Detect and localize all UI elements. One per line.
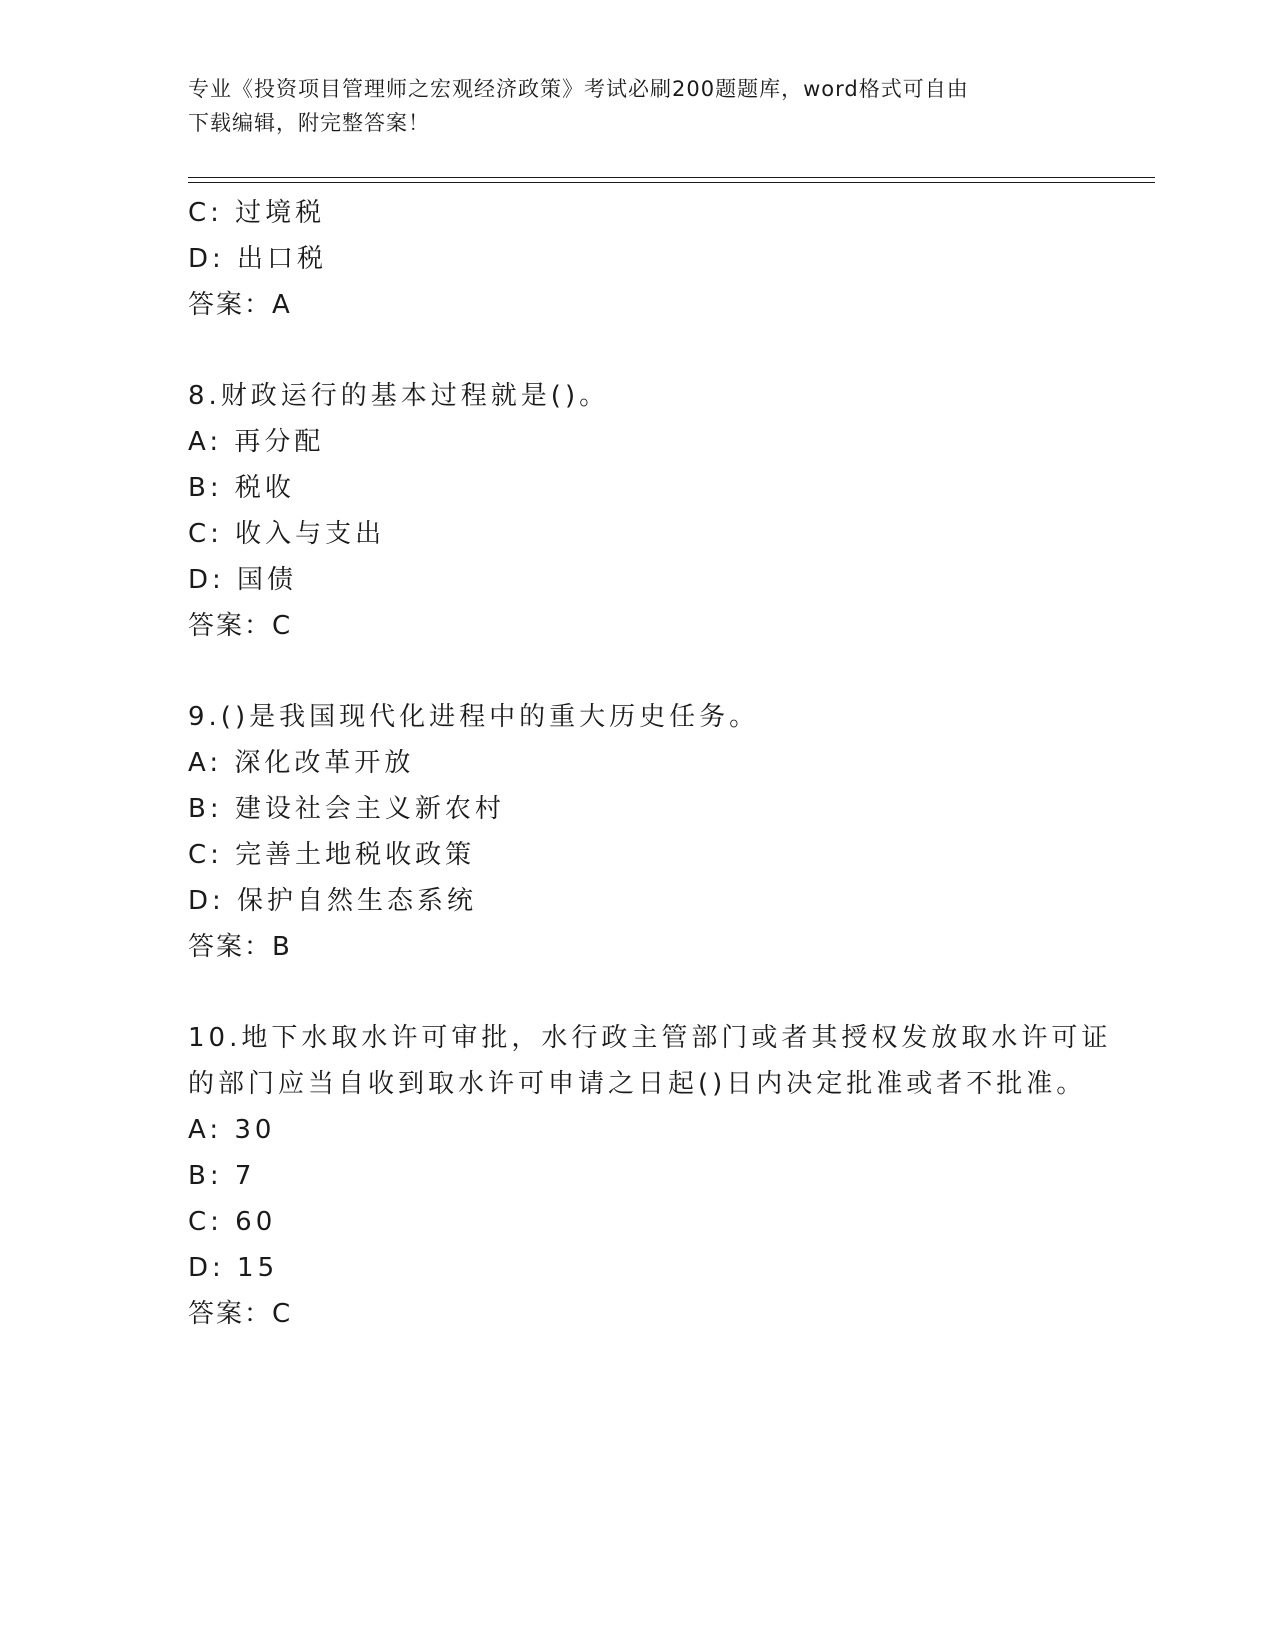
answer-line: 答案：B [188, 932, 292, 962]
answer-line: 答案：C [188, 1299, 293, 1329]
question-8 [188, 373, 1088, 649]
spacer [188, 970, 1088, 1015]
spacer [188, 328, 1088, 373]
option-d: D: 出口税 [188, 244, 328, 274]
option-c: C: 完善土地税收政策 [188, 840, 476, 870]
option-b: B: 建设社会主义新农村 [188, 794, 505, 824]
question-fragment [188, 190, 1088, 328]
option-d: D: 国债 [188, 565, 298, 595]
question-10 [188, 1015, 1112, 1337]
option-b: B: 7 [188, 1161, 256, 1191]
header-divider-top [188, 177, 1155, 178]
option-d: D: 保护自然生态系统 [188, 886, 478, 916]
option-c: C: 过境税 [188, 198, 326, 228]
header-divider-bottom [188, 182, 1155, 183]
option-c: C: 收入与支出 [188, 519, 386, 549]
header-line-2: 下载编辑，附完整答案！ [188, 111, 430, 135]
option-c: C: 60 [188, 1207, 277, 1237]
question-stem-line-1: 10.地下水取水许可审批，水行政主管部门或者其授权发放取水许可证 [188, 1023, 1112, 1053]
question-stem: 8.财政运行的基本过程就是()。 [188, 381, 610, 411]
document-header [188, 72, 1078, 140]
question-stem-line-2: 的部门应当自收到取水许可申请之日起()日内决定批准或者不批准。 [188, 1069, 1087, 1099]
header-line-1: 专业《投资项目管理师之宏观经济政策》考试必刷200题题库，word格式可自由 [188, 77, 969, 101]
question-stem: 9.()是我国现代化进程中的重大历史任务。 [188, 702, 760, 732]
option-a: A: 深化改革开放 [188, 748, 415, 778]
question-9 [188, 694, 1088, 970]
option-a: A: 再分配 [188, 427, 325, 457]
answer-line: 答案：A [188, 290, 292, 320]
option-d: D: 15 [188, 1253, 279, 1283]
question-list [188, 190, 1112, 1337]
answer-line: 答案：C [188, 611, 293, 641]
option-b: B: 税收 [188, 473, 295, 503]
option-a: A: 30 [188, 1115, 276, 1145]
spacer [188, 649, 1088, 694]
